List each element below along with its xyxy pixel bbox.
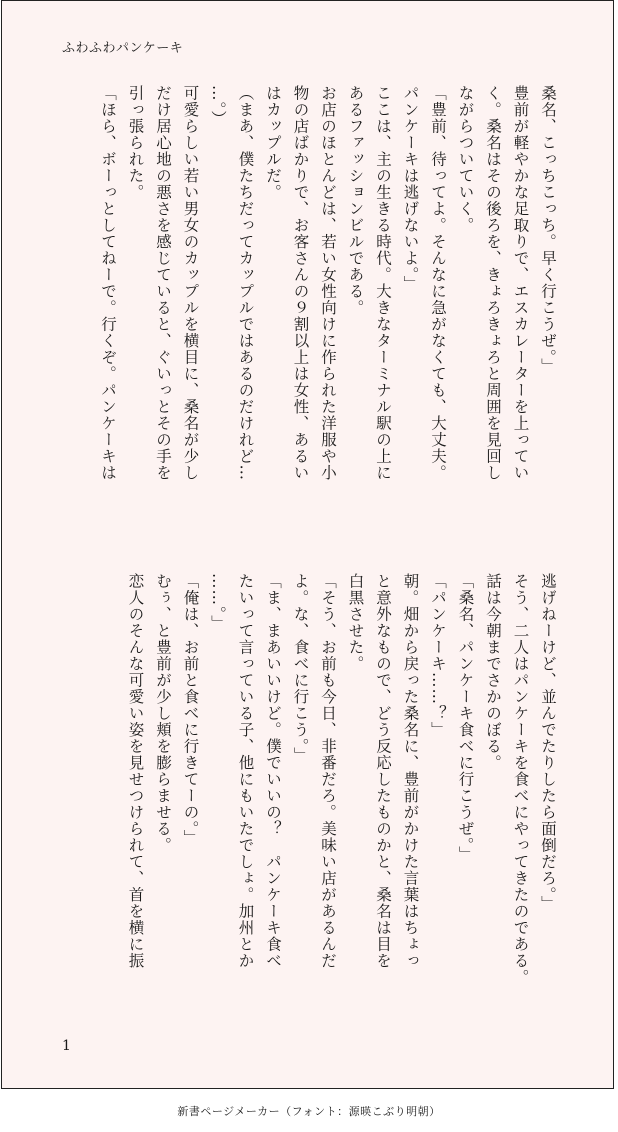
text-column: 「桑名、パンケーキ食べに行こうぜ。」 <box>456 573 475 863</box>
page-number: 1 <box>62 1038 71 1054</box>
text-column: …。） <box>209 85 227 127</box>
text-column: ……。」 <box>209 573 227 632</box>
text-column: お店のほとんどは、若い女性向けに作られた洋服や小 <box>319 85 337 481</box>
book-page <box>1 0 614 1089</box>
text-column: 「俺は、お前と食べに行きてーの。」 <box>181 573 200 846</box>
text-column: 逃げねーけど、並んでたりしたら面倒だろ。」 <box>539 573 557 912</box>
text-column: と意外なもので、どう反応したものかと、桑名は目を <box>374 573 392 969</box>
text-column: そう、二人はパンケーキを食べにやってきたのである。 <box>511 573 530 986</box>
text-column: 桑名、こっちこっち。早く行こうぜ。」 <box>539 85 557 375</box>
text-column: 朝。畑から戻った桑名に、豊前がかけた言葉はちょっ <box>401 573 420 969</box>
text-column: 恋人のそんな可愛い姿を見せつけられて、首を横に振 <box>126 573 145 969</box>
text-column: パンケーキは逃げないよ。」 <box>401 85 420 292</box>
text-column: だけ居心地の悪さを感じていると、ぐいっとその手を <box>154 85 172 481</box>
footer-caption: 新書ページメーカー（フォント：源暎こぶり明朝） <box>177 1105 441 1118</box>
page-title: ふわふわパンケーキ <box>62 41 184 56</box>
text-column: 「豊前、待ってよ。そんなに急がなくても、大丈夫。 <box>429 85 447 481</box>
text-column: 可愛らしい若い男女のカップルを横目に、桑名が少し <box>181 85 200 481</box>
text-column: （まあ、僕たちだってカップルではあるのだけれど… <box>236 85 255 481</box>
text-column: はカップルだ。 <box>264 85 282 201</box>
text-column: 話は今朝までさかのぼる。 <box>484 573 502 771</box>
text-column: よ。な、食べに行こう。」 <box>291 573 310 764</box>
text-column: むぅ、と豊前が少し頬を膨らませる。 <box>154 573 172 854</box>
text-column: 白黒させた。 <box>346 573 365 672</box>
text-column: く。桑名はその後ろを、きょろきょろと周囲を見回し <box>484 85 502 481</box>
text-column: 引っ張られた。 <box>126 85 145 201</box>
text-column: あるファッションビルである。 <box>346 85 365 316</box>
text-column: 豊前が軽やかな足取りで、エスカレーターを上ってい <box>511 85 530 481</box>
text-column: 物の店ばかりで、お客さんの９割以上は女性、あるい <box>291 85 310 481</box>
text-column: 「ま、まあいいけど。僕でいいの？ パンケーキ食べ <box>264 573 282 969</box>
lower-text-block <box>61 573 561 1033</box>
text-column: 「パンケーキ……？」 <box>429 573 447 738</box>
text-column: たいって言っている子、他にもいたでしょ。加州とか <box>236 573 255 969</box>
upper-text-block <box>61 85 561 545</box>
text-column: ここは、主の生きる時代。大きなターミナル駅の上に <box>374 85 392 481</box>
text-column: 「そう、お前も今日、非番だろ。美味い店があるんだ <box>319 573 337 969</box>
text-column: ながらついていく。 <box>456 85 475 234</box>
text-column: 「ほら、ボーっとしてねーで。行くぞ。パンケーキは <box>99 85 117 481</box>
